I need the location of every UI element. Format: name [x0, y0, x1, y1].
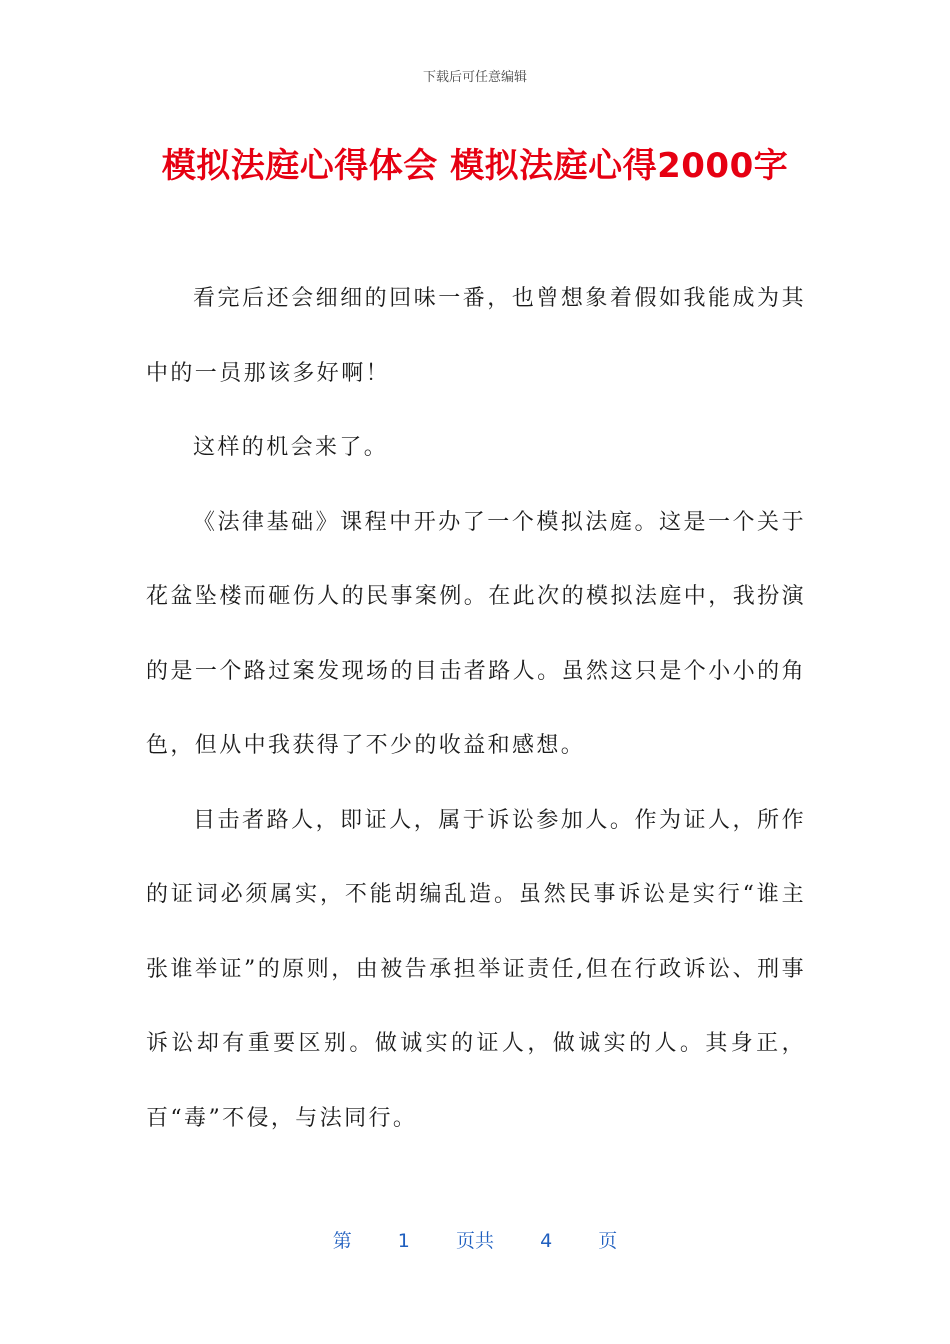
document-title: 模拟法庭心得体会 模拟法庭心得2000字 — [161, 146, 789, 186]
footer-current-page: 1 — [397, 1230, 410, 1252]
document-body — [146, 262, 806, 1156]
paragraph-2: 这样的机会来了。 — [193, 435, 389, 460]
footer-suffix: 页 — [598, 1230, 618, 1252]
paragraph-1: 看完后还会细细的回味一番，也曾想象着假如我能成为其中的一员那该多好啊！ — [146, 286, 806, 386]
footer-total-pages: 4 — [540, 1230, 553, 1252]
page-footer — [0, 1226, 950, 1253]
paragraph-4: 目击者路人，即证人，属于诉讼参加人。作为证人，所作的证词必须属实，不能胡编乱造。虽然民事诉讼是实行“谁主张谁举证”的原则，由被告承担举证责任,但在行政诉讼、刑事诉讼却有重要区别。做诚实的证人，做诚实的人。其身正，百“毒”不侵，与法同行。 — [146, 807, 806, 1131]
header-note: 下载后可任意编辑 — [422, 70, 527, 85]
paragraph-3: 《法律基础》课程中开办了一个模拟法庭。这是一个关于花盆坠楼而砸伤人的民事案例。在此次的模拟法庭中，我扮演的是一个路过案发现场的目击者路人。虽然这只是个小小的角色，但从中我获得了不少的收益和感想。 — [146, 509, 806, 758]
footer-middle: 页共 — [455, 1230, 494, 1252]
footer-prefix: 第 — [332, 1230, 352, 1252]
